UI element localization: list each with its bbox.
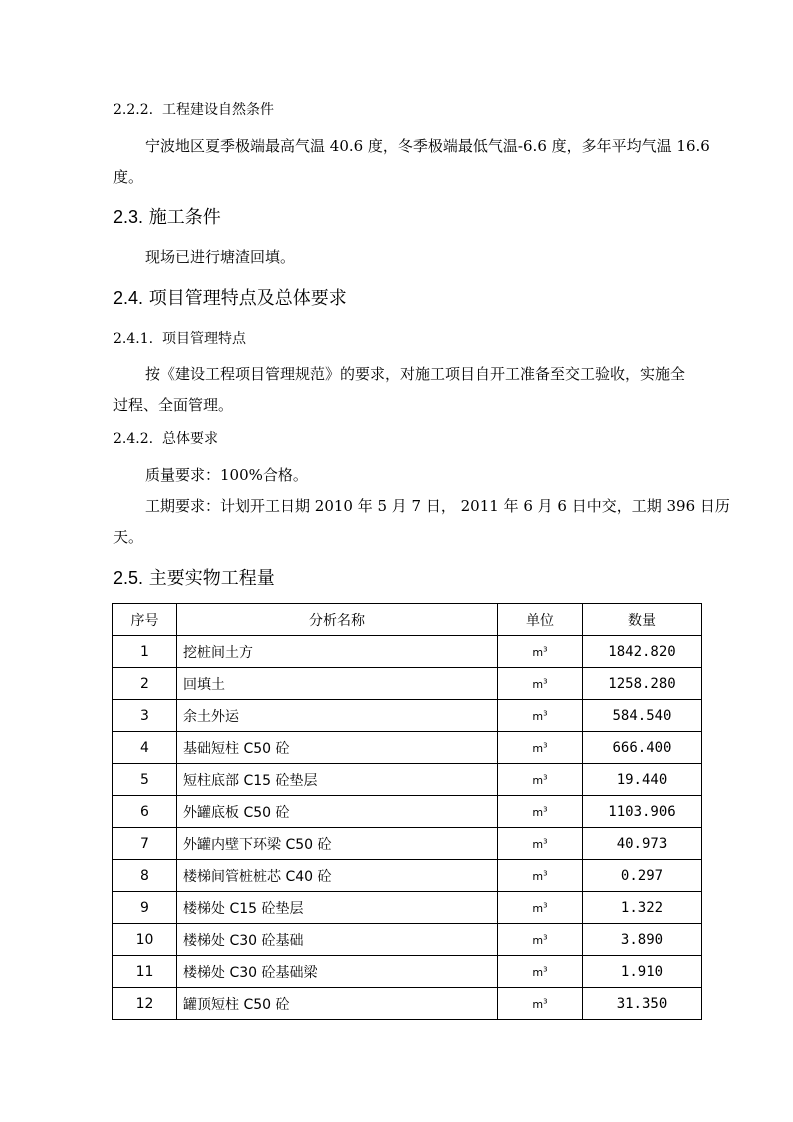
unit-base: m bbox=[532, 869, 544, 883]
unit-label bbox=[532, 838, 547, 851]
header-quantity: 数量 bbox=[583, 604, 702, 636]
unit-base: m bbox=[532, 805, 544, 819]
paragraph-climate-line1: 宁波地区夏季极端最高气温 40.6 度，冬季极端最低气温-6.6 度，多年平均气温 16.6 bbox=[145, 137, 710, 155]
cell-name: 挖桩间土方 bbox=[177, 636, 498, 668]
table-row bbox=[113, 892, 702, 924]
paragraph-quality: 质量要求：100%合格。 bbox=[145, 466, 308, 484]
table-row bbox=[113, 764, 702, 796]
header-name: 分析名称 bbox=[177, 604, 498, 636]
heading-title: 项目管理特点 bbox=[161, 331, 246, 347]
table-row bbox=[113, 988, 702, 1020]
unit-base: m bbox=[532, 709, 544, 723]
cell-name: 余土外运 bbox=[177, 700, 498, 732]
cell-unit bbox=[498, 828, 583, 860]
table-row bbox=[113, 732, 702, 764]
cell-unit bbox=[498, 796, 583, 828]
unit-exponent: 3 bbox=[543, 964, 548, 973]
paragraph-schedule-line1: 工期要求：计划开工日期 2010 年 5 月 7 日， 2011 年 6 月 6 日中交，工期 396 日历 bbox=[145, 497, 730, 515]
paragraph-site-condition: 现场已进行塘渣回填。 bbox=[145, 248, 296, 266]
unit-label bbox=[532, 774, 547, 787]
unit-label bbox=[532, 678, 547, 691]
cell-name: 短柱底部 C15 砼垫层 bbox=[177, 764, 498, 796]
cell-unit bbox=[498, 892, 583, 924]
cell-unit bbox=[498, 860, 583, 892]
cell-index: 6 bbox=[113, 796, 177, 828]
unit-base: m bbox=[532, 901, 544, 915]
table-header-row bbox=[113, 604, 702, 636]
heading-number: 2.4.2. bbox=[113, 431, 154, 447]
cell-index: 7 bbox=[113, 828, 177, 860]
cell-unit bbox=[498, 988, 583, 1020]
cell-name: 楼梯处 C30 砼基础梁 bbox=[177, 956, 498, 988]
cell-quantity: 40.973 bbox=[583, 828, 702, 860]
table-row bbox=[113, 924, 702, 956]
unit-label bbox=[532, 870, 547, 883]
heading-title: 工程建设自然条件 bbox=[161, 102, 274, 118]
paragraph-schedule-line2: 天。 bbox=[113, 528, 144, 546]
heading-number: 2.5. bbox=[113, 568, 144, 588]
cell-unit bbox=[498, 924, 583, 956]
unit-base: m bbox=[532, 773, 544, 787]
unit-exponent: 3 bbox=[543, 804, 548, 813]
unit-label bbox=[532, 742, 547, 755]
table-row bbox=[113, 956, 702, 988]
unit-base: m bbox=[532, 677, 544, 691]
cell-quantity: 1258.280 bbox=[583, 668, 702, 700]
cell-index: 3 bbox=[113, 700, 177, 732]
cell-name: 基础短柱 C50 砼 bbox=[177, 732, 498, 764]
unit-label bbox=[532, 710, 547, 723]
heading-2-4 bbox=[113, 286, 347, 311]
cell-unit bbox=[498, 956, 583, 988]
cell-quantity: 19.440 bbox=[583, 764, 702, 796]
heading-2-3 bbox=[113, 205, 221, 230]
heading-2-4-2 bbox=[113, 429, 218, 449]
cell-index: 12 bbox=[113, 988, 177, 1020]
cell-unit bbox=[498, 764, 583, 796]
cell-name: 外罐内壁下环梁 C50 砼 bbox=[177, 828, 498, 860]
unit-label bbox=[532, 998, 547, 1011]
heading-2-2-2 bbox=[113, 100, 274, 120]
unit-label bbox=[532, 806, 547, 819]
unit-base: m bbox=[532, 837, 544, 851]
unit-exponent: 3 bbox=[543, 740, 548, 749]
unit-base: m bbox=[532, 933, 544, 947]
cell-quantity: 1103.906 bbox=[583, 796, 702, 828]
cell-unit bbox=[498, 668, 583, 700]
cell-index: 4 bbox=[113, 732, 177, 764]
unit-exponent: 3 bbox=[543, 996, 548, 1005]
cell-index: 9 bbox=[113, 892, 177, 924]
cell-quantity: 1.910 bbox=[583, 956, 702, 988]
cell-quantity: 31.350 bbox=[583, 988, 702, 1020]
cell-name: 楼梯处 C30 砼基础 bbox=[177, 924, 498, 956]
cell-index: 11 bbox=[113, 956, 177, 988]
heading-2-4-1 bbox=[113, 329, 246, 349]
cell-quantity: 1.322 bbox=[583, 892, 702, 924]
cell-name: 罐顶短柱 C50 砼 bbox=[177, 988, 498, 1020]
heading-number: 2.3. bbox=[113, 207, 144, 227]
cell-name: 外罐底板 C50 砼 bbox=[177, 796, 498, 828]
cell-name: 回填土 bbox=[177, 668, 498, 700]
unit-exponent: 3 bbox=[543, 932, 548, 941]
cell-quantity: 666.400 bbox=[583, 732, 702, 764]
table-row bbox=[113, 668, 702, 700]
table-row bbox=[113, 860, 702, 892]
paragraph-management-line1: 按《建设工程项目管理规范》的要求，对施工项目自开工准备至交工验收，实施全 bbox=[145, 365, 686, 383]
heading-title: 施工条件 bbox=[148, 207, 221, 228]
header-index: 序号 bbox=[113, 604, 177, 636]
cell-name: 楼梯间管桩桩芯 C40 砼 bbox=[177, 860, 498, 892]
unit-label bbox=[532, 934, 547, 947]
paragraph-climate-line2: 度。 bbox=[113, 168, 144, 186]
unit-label bbox=[532, 966, 547, 979]
unit-base: m bbox=[532, 645, 544, 659]
cell-index: 1 bbox=[113, 636, 177, 668]
unit-exponent: 3 bbox=[543, 644, 548, 653]
cell-unit bbox=[498, 700, 583, 732]
header-unit: 单位 bbox=[498, 604, 583, 636]
unit-exponent: 3 bbox=[543, 868, 548, 877]
paragraph-management-line2: 过程、全面管理。 bbox=[113, 396, 234, 414]
heading-2-5 bbox=[113, 566, 275, 591]
cell-unit bbox=[498, 732, 583, 764]
cell-name: 楼梯处 C15 砼垫层 bbox=[177, 892, 498, 924]
unit-label bbox=[532, 646, 547, 659]
table-row bbox=[113, 636, 702, 668]
heading-number: 2.2.2. bbox=[113, 102, 154, 118]
cell-index: 8 bbox=[113, 860, 177, 892]
cell-quantity: 1842.820 bbox=[583, 636, 702, 668]
heading-number: 2.4. bbox=[113, 288, 144, 308]
cell-quantity: 584.540 bbox=[583, 700, 702, 732]
unit-base: m bbox=[532, 997, 544, 1011]
table-row bbox=[113, 828, 702, 860]
heading-title: 总体要求 bbox=[161, 431, 218, 447]
unit-exponent: 3 bbox=[543, 836, 548, 845]
unit-exponent: 3 bbox=[543, 900, 548, 909]
unit-base: m bbox=[532, 965, 544, 979]
quantity-table bbox=[112, 603, 702, 1020]
cell-quantity: 3.890 bbox=[583, 924, 702, 956]
cell-unit bbox=[498, 636, 583, 668]
cell-index: 10 bbox=[113, 924, 177, 956]
table-row bbox=[113, 700, 702, 732]
cell-quantity: 0.297 bbox=[583, 860, 702, 892]
unit-label bbox=[532, 902, 547, 915]
heading-title: 项目管理特点及总体要求 bbox=[148, 288, 347, 309]
cell-index: 5 bbox=[113, 764, 177, 796]
unit-exponent: 3 bbox=[543, 676, 548, 685]
heading-number: 2.4.1. bbox=[113, 331, 154, 347]
table-row bbox=[113, 796, 702, 828]
cell-index: 2 bbox=[113, 668, 177, 700]
unit-exponent: 3 bbox=[543, 708, 548, 717]
unit-exponent: 3 bbox=[543, 772, 548, 781]
heading-title: 主要实物工程量 bbox=[148, 568, 275, 589]
unit-base: m bbox=[532, 741, 544, 755]
